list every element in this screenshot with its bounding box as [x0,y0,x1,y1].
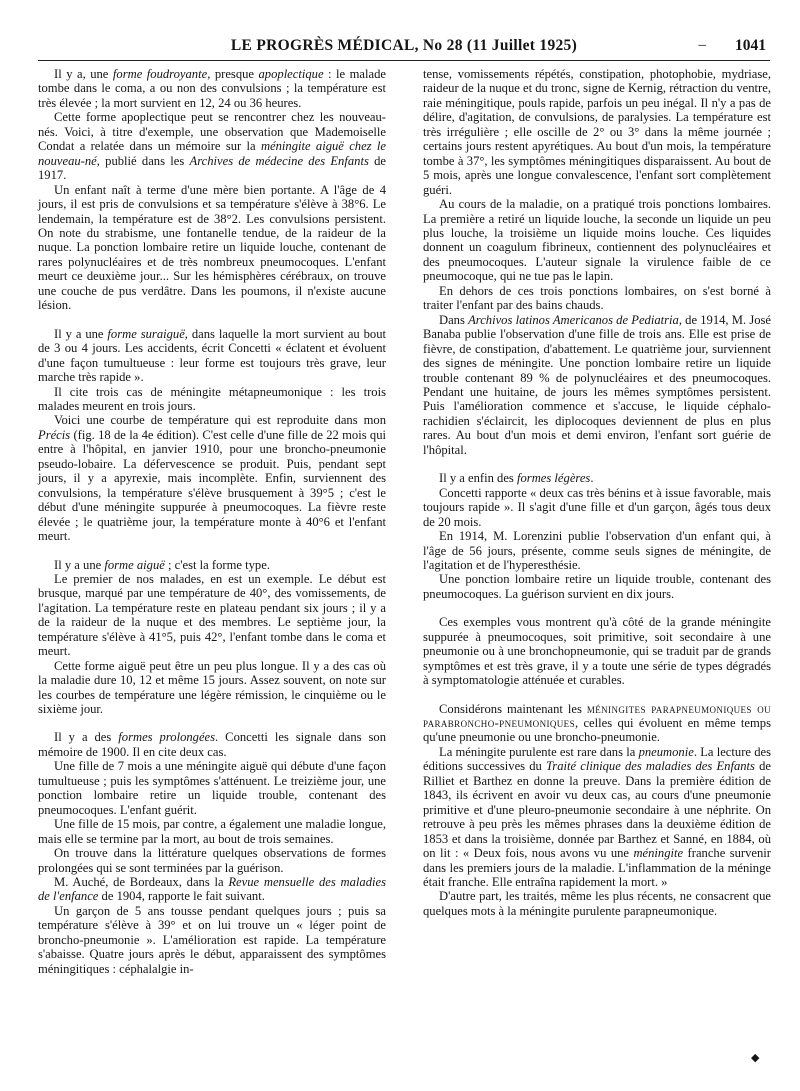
italic-text: méningite aiguë chez le nouveau-né [38,139,386,168]
text-run: Une fille de 7 mois a une méningite aiguë qui débute d'une façon tumultueuse ; puis les symptômes s'atténuent. Le treizième jour, une ponction lombaire retire un liquide trouble, contenant des pneumocoques. L'enfant guérit. [38,759,386,817]
paragraph [38,759,386,817]
italic-text: formes prolongées [118,730,216,745]
paragraph [423,67,771,197]
paragraph [38,67,386,110]
text-run: On trouve dans la littérature quelques observations de formes prolongées qui se sont terminées par la guérison. [38,846,386,875]
text-run: . La lecture des éditions successives du [423,744,771,774]
paragraph [423,313,771,458]
paragraph [423,745,771,890]
text-run: Cette forme aiguë peut être un peu plus longue. Il y a des cas où la maladie dure 10, 12 et même 15 jours. Assez souvent, on note sur les courbes de température une légère rémission, le cinquième ou le sixième jour. [38,658,386,717]
text-run: Un enfant naît à terme d'une mère bien portante. A l'âge de 4 jours, il est pris de convulsions et sa température s'élève à 38°6. Le lendemain, la température est de 38°2. Les convulsions persistent. On note du strabisme, une fontanelle tendue, de la raideur de la nuque. La ponction lombaire retire un liquide louche, contenant de rares polynucléaires et de très nombreux pneumocoques. L'enfant meurt ce deuxième jour... Sur les hémisphères cérébraux, on trouve une couche de pus verdâtre. Dans les poumons, il n'existe aucune lésion. [38,182,386,313]
header-dash: – [698,37,706,53]
paragraph [38,183,386,313]
paragraph [38,904,386,976]
italic-text: apoplectique [258,67,324,81]
italic-text: Revue mensuelle des maladies de l'enfance [38,875,386,904]
text-run: de Rilliet et Barthez en donne la preuve. Dans la première édition de 1843, ils écrivent en avoir vu deux cas, au cours d'une pneumonie primitive et d'une pleuro-pneumonie secondaire à une néphrite. On retrouve à peu près les mêmes phrases dans la deuxième édition de 1853 et dans la troisième, donnée par Barthez et Sanné, en 1884, où on lit : « Deux fois, nous avons vu une [423,759,771,861]
italic-text: pneumonie [638,744,694,759]
paragraph [423,197,771,284]
text-run: , publié dans les [96,153,190,168]
text-run: La méningite purulente est rare dans la [439,744,639,759]
text-run: Le premier de nos malades, en est un exemple. Le début est brusque, marqué par une température de 40°, des vomissements, de l'agitation. La température reste en plateau pendant six jours ; il y a de la raideur de la nuque et des membres. Le septième jour, la température s'élève à 41°5, puis 42°, l'enfant tombe dans le coma et meurt. [38,571,386,659]
paragraph [38,730,386,759]
paragraph [38,659,386,717]
text-run: , de 1914, M. José Banaba publie l'observation d'une fille de trois ans. Elle est prise de fièvre, de constipation, d'abattement. Le quatrième jour, surviennent des signes de méningite. Une ponction lombaire retire un liquide trouble contenant 89 % de polynucléaires et des pneumocoques. Pendant une huitaine, de jours les mêmes symptômes persistent. Puis l'amélioration commence et s'accuse, le liquide céphalo-rachidien s'éclaircit, les diplocoques deviennent de plus en plus rares. Au bout d'un mois et demi environ, l'enfant sort guérie de l'hôpital. [423,312,772,457]
paragraph [423,572,771,601]
paragraph [423,284,771,313]
paragraph [38,385,386,414]
text-run: ; c'est la forme type. [164,557,270,572]
italic-text: forme aiguë [104,557,165,572]
paragraph [423,702,771,745]
journal-title: LE PROGRÈS MÉDICAL, No 28 (11 Juillet 1925) [230,37,578,54]
left-column [38,67,386,976]
text-run: Concetti rapporte « deux cas très bénins et à issue favorable, mais toujours rapide ». Il s'agit d'une fille et d'un garçon, âgés tous deux de 20 mois. [423,485,771,529]
paragraph [38,110,386,182]
paragraph [38,817,386,846]
italic-text: méningite [633,846,684,861]
italic-text: forme foudroyante [112,67,208,81]
paragraph [423,471,771,485]
text-run: Il y a une [54,326,108,341]
page-number: 1041 [735,37,766,54]
text-run: Une ponction lombaire retire un liquide trouble, contenant des pneumocoques. La guérison survient en dix jours. [423,572,771,601]
paragraph [423,529,771,572]
text-run: Il y a des [54,730,119,745]
text-run: (fig. 18 de la 4e édition). C'est celle d'une fille de 22 mois qui entre à l'hôpital, en janvier 1910, pour une broncho-pneumonie pseudo-lobaire. La défervescence se produit. Puis, pendant sept jours, il y a apyrexie, mais incomplète. Enfin, surviennent des convulsions, la température s'élève brusquement à 39°5 ; c'est le début d'une méningite suppurée à pneumocoques. La fièvre reste élevée ; le quatrième jour, la température monte à 40°6 et l'enfant meurt. [38,427,386,544]
text-run: . Concetti les signale dans son mémoire de 1900. Il en cite deux cas. [38,730,386,759]
text-run: franche survenir dans les premiers jours de la maladie. L'inflammation de la méninge était franche. Elle entraîna rapidement la mort. » [423,846,772,890]
text-run: M. Auché, de Bordeaux, dans la [54,875,229,890]
header-rule [38,60,770,61]
text-run: de 1917. [38,153,386,183]
text-run: Dans [439,312,469,327]
paragraph [423,889,771,918]
text-run: . [590,471,594,486]
paragraph [38,572,386,659]
text-run: , presque [207,67,259,81]
text-run: Cette forme apoplectique peut se rencontrer chez les nouveau-nés. Voici, à titre d'exemple, une observation que Mademoiselle Condat a relatée dans un mémoire sur la [38,110,386,154]
text-run: Une fille de 15 mois, par contre, a également une maladie longue, mais elle se termine par la mort, au bout de trois semaines. [38,817,386,846]
italic-text: formes légères [517,471,591,486]
paragraph [423,486,771,529]
italic-text: Traité clinique des maladies des Enfants [545,759,755,774]
text-run: , celles qui évoluent en même temps qu'une pneumonie ou une broncho-pneumonie. [423,716,771,745]
end-ornament: ◆ [751,1052,760,1064]
text-run: Considérons maintenant les [439,701,587,716]
text-run: Il y a, une [54,67,113,81]
text-run: tense, vomissements répétés, constipation, photophobie, mydriase, raideur de la nuque et du tronc, signe de Kernig, rétraction du ventre, raie méningitique, pouls rapide, parfois un peu inégal. Il n'y a pas de délire, d'agitation, de convulsions, de paralysies. La température est très irrégulière ; elle oscille de 2° ou 3° dans la même journée ; certains jours restent apyrétiques. Au bout d'un mois, la température tombe à 37°, les symptômes méningitiques disparaissent. Au bout de 5 mois, après une longue convalescence, l'enfant sort complètement guéri. [423,67,771,197]
running-header [42,37,766,57]
text-run: Au cours de la maladie, on a pratiqué trois ponctions lombaires. La première a retiré un liquide louche, la seconde un liquide un peu plus louche, la troisième un liquide moins louche. Ces liquides donnent un coagulum fibrineux, contiennent des polynucléaires et des pneumocoques. L'auteur signale la virulence faible de ce pneumocoque, qui ne tue pas le lapin. [423,197,771,284]
small-caps-text: méningites parapneumoniques ou parabroncho-pneumoniques [423,701,771,731]
text-run: En dehors de ces trois ponctions lombaires, on s'est borné à traiter l'enfant par des bains chauds. [423,283,771,313]
text-run: Voici une courbe de température qui est reproduite dans mon [54,413,386,428]
text-run: Un garçon de 5 ans tousse pendant quelques jours ; puis sa température s'élève à 39° et on lui trouve un « léger point de broncho-pneumonie ». L'amélioration est rapide. La température s'abaisse. Quatre jours après le début, apparaissent des symptômes méningitiques : céphalalgie in- [38,903,386,976]
text-run: D'autre part, les traités, même les plus récents, ne consacrent que quelques mots à la méningite purulente parapneumonique. [423,889,771,918]
paragraph [38,327,386,385]
text-run: Il y a enfin des [439,471,517,486]
italic-text: forme suraiguë [107,326,185,341]
right-column [423,67,771,918]
italic-text: Archivos latinos Americanos de Pediatria [468,312,679,327]
paragraph [423,615,771,687]
text-run: , dans laquelle la mort survient au bout de 3 ou 4 jours. Les accidents, écrit Concetti « éclatent et évoluent d'une façon tumultueuse : leur forme est toujours très grave, leur marche très rapide ». [38,326,387,385]
paragraph [38,413,386,543]
paragraph [38,875,386,904]
text-run: : le malade tombe dans le coma, a ou non des convulsions ; la température est très élevée ; la mort survient en 12, 24 ou 36 heures. [38,67,386,110]
text-run: de 1904, rapporte le fait suivant. [98,889,265,904]
text-run: Ces exemples vous montrent qu'à côté de la grande méningite suppurée à pneumocoques, soit primitive, soit secondaire à une pneumonie ou à une bronchopneumonie, qui se traduit par de grands symptômes et est très grave, il y a toute une série de types dégradés à symptomatologie atténuée et curables. [423,615,771,688]
paragraph [38,558,386,572]
italic-text: Précis [38,427,71,442]
text-run: Il y a une [54,557,105,572]
italic-text: Archives de médecine des Enfants [189,153,369,168]
paragraph [38,846,386,875]
text-run: Il cite trois cas de méningite métapneumonique : les trois malades meurent en trois jours. [38,384,386,413]
text-run: En 1914, M. Lorenzini publie l'observation d'un enfant qui, à l'âge de 56 jours, présente, comme seuls signes de méningite, de l'agitation et de l'hyperesthésie. [423,529,771,572]
